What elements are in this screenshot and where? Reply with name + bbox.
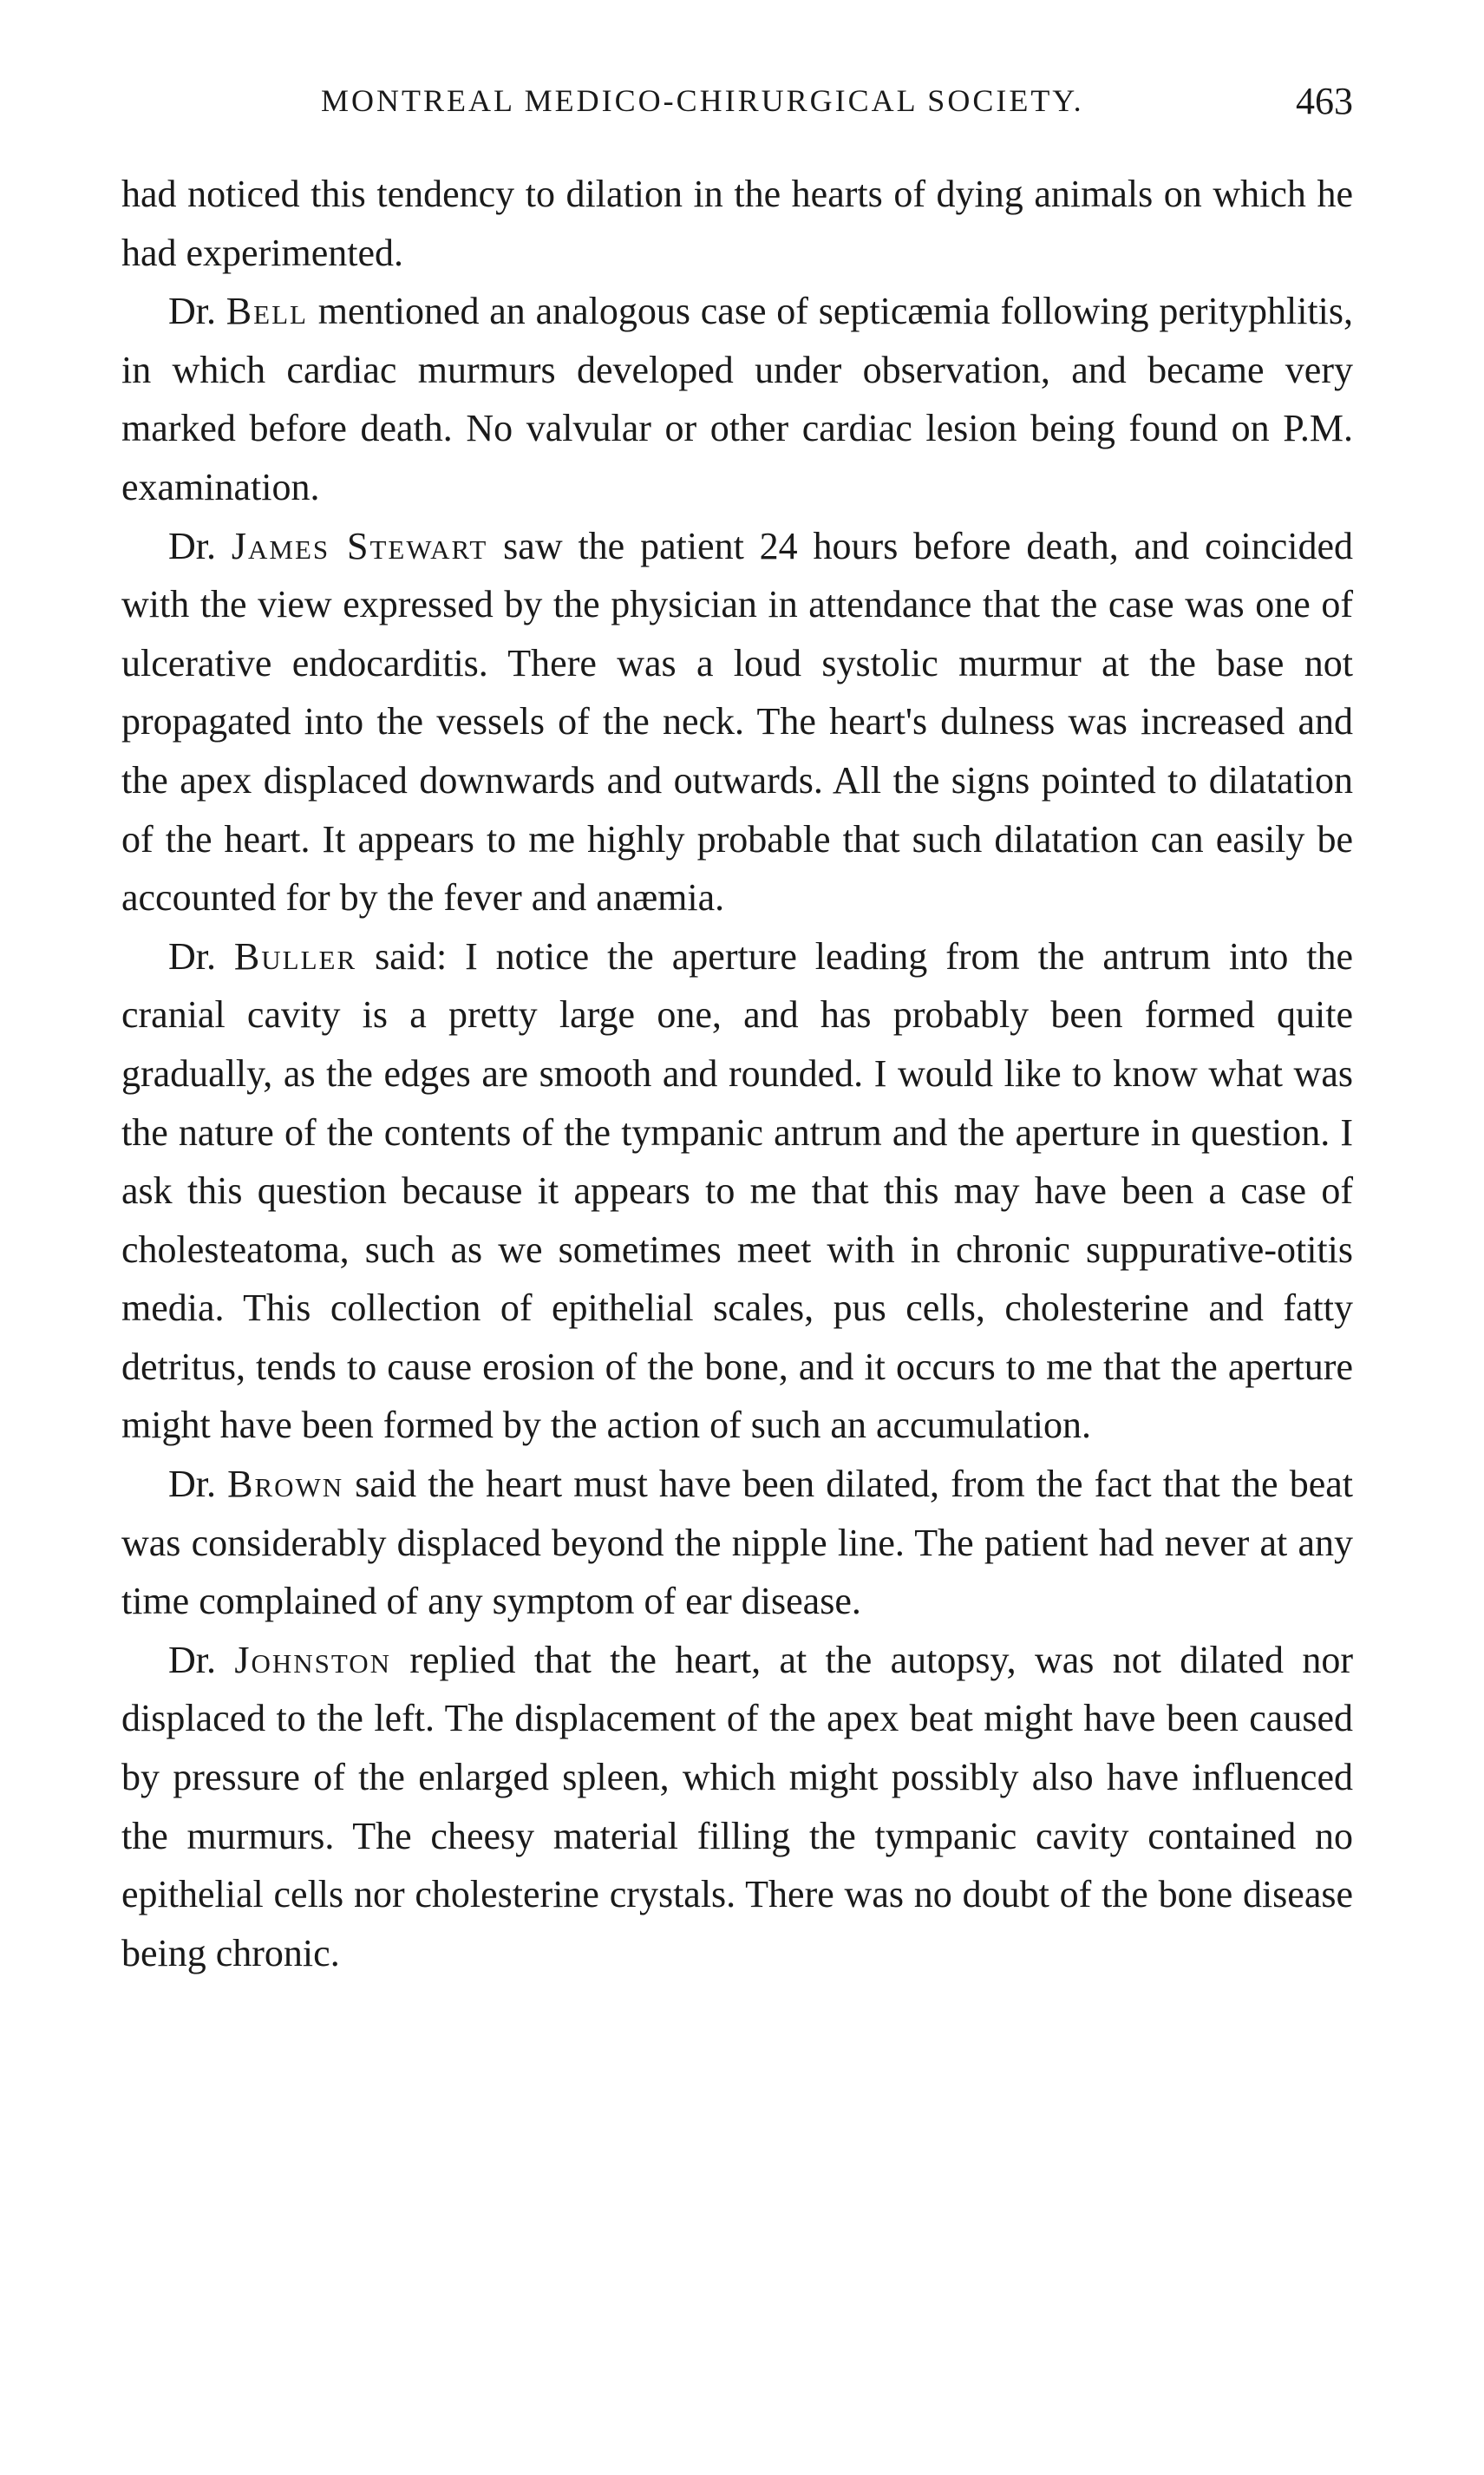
- paragraph-johnston: [121, 1631, 1353, 1983]
- speaker-title: Dr.: [168, 290, 226, 333]
- paragraph-text: said: I notice the aperture leading from the antrum into the cranial cavity is a pretty large one, and has probably been formed quite gradually, as the edges are smooth and rounded. I would like to know what was the nature of the contents of the tympanic antrum and the aperture in question. I ask this question because it appears to me that this may have been a case of cholesteatoma, such as we sometimes meet with in chronic suppurative-otitis media. This collection of epithelial scales, pus cells, cholesterine and fatty detritus, tends to cause erosion of the bone, and it occurs to me that the aperture might have been formed by the action of such an accumulation.: [121, 934, 1353, 1447]
- running-title: MONTREAL MEDICO-CHIRURGICAL SOCIETY.: [321, 83, 1084, 118]
- paragraph-stewart: [121, 517, 1353, 927]
- page-number: 463: [1296, 80, 1353, 122]
- speaker-name: Brown: [227, 1463, 344, 1506]
- paragraph-bell: [121, 282, 1353, 516]
- paragraph-buller: [121, 927, 1353, 1455]
- paragraph-text: replied that the heart, at the autopsy, was not dilated nor displaced to the left. The displacement of the apex beat might have been caused by pressure of the enlarged spleen, which might possibly also have influenced the murmurs. The cheesy material filling the tympanic cavity contained no epithelial cells nor cholesterine crystals. There was no doubt of the bone disease being chronic.: [121, 1638, 1353, 1974]
- speaker-name: Bell: [226, 290, 308, 333]
- speaker-title: Dr.: [168, 1463, 228, 1506]
- paragraph-text: saw the patient 24 hours before death, and coincided with the view expressed by the physician in attendance that the case was one of ulcerative endocarditis. There was a loud systolic murmur at the base not propagated into the vessels of the neck. The heart's dulness was increased and the apex displaced downwards and outwards. All the signs pointed to dilatation of the heart. It appears to me highly probable that such dilatation can easily be accounted for by the fever and anæmia.: [121, 524, 1353, 920]
- paragraph-text: said the heart must have been dilated, from the fact that the beat was considerably displaced beyond the nipple line. The patient had never at any time complained of any symptom of ear disease.: [121, 1463, 1353, 1623]
- speaker-title: Dr.: [168, 1638, 235, 1681]
- paragraph-text: had noticed this tendency to dilation in the hearts of dying animals on which he had experimented.: [121, 173, 1353, 274]
- speaker-name: James Stewart: [231, 524, 488, 567]
- paragraph-text: mentioned an analogous case of septicæmia following perityphlitis, in which cardiac murmurs developed under observation, and became very marked before death. No valvular or other cardiac lesion being found on P.M. examination.: [121, 290, 1354, 508]
- speaker-name: Buller: [233, 934, 357, 978]
- book-page: [121, 0, 1353, 2475]
- paragraph-continuation: [121, 165, 1353, 282]
- paragraph-brown: [121, 1455, 1353, 1631]
- running-head: [121, 82, 1353, 134]
- speaker-title: Dr.: [168, 934, 234, 978]
- speaker-name: Johnston: [234, 1638, 392, 1681]
- body-text: [121, 165, 1353, 1982]
- speaker-title: Dr.: [168, 524, 232, 567]
